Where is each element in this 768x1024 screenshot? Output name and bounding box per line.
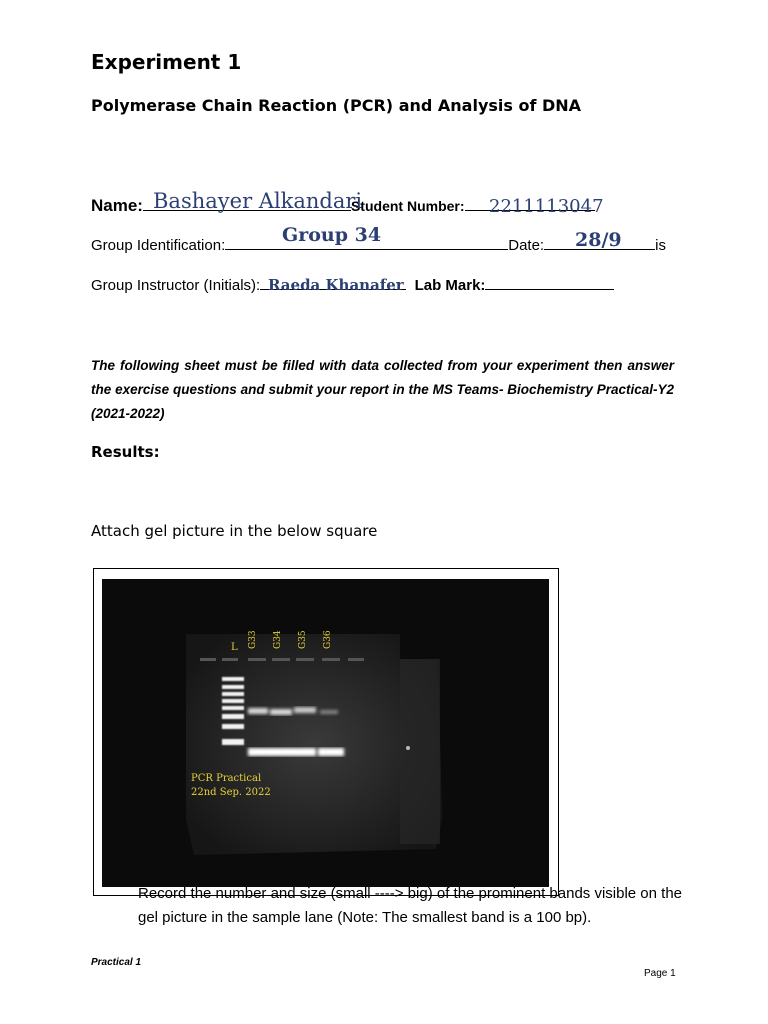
- lab-mark-label: Lab Mark:: [414, 277, 486, 294]
- gel-speck: [406, 746, 410, 750]
- experiment-subtitle: Polymerase Chain Reaction (PCR) and Analysis of DNA: [91, 96, 582, 115]
- group-id-label: Group Identification:: [91, 237, 226, 254]
- record-instruction: Record the number and size (small ----> big) of the prominent bands visible on the gel picture in the sample lane (Note: The smallest band is a 100 bp).: [138, 885, 683, 926]
- instructions-paragraph: The following sheet must be filled with data collected from your experiment then answer the exercise questions and submit your report in the MS Teams- Biochemistry Practical-Y2 (2021-2022): [91, 358, 674, 421]
- name-label: Name:: [91, 196, 143, 215]
- group-id-value: Group 34: [282, 224, 382, 246]
- gel-wells: [200, 658, 364, 661]
- name-value: Bashayer Alkandari: [153, 189, 363, 213]
- lower-bands: [248, 748, 344, 756]
- lane-label-ladder: L: [231, 642, 238, 653]
- experiment-title: Experiment 1: [91, 50, 242, 74]
- lab-mark-line[interactable]: [485, 288, 614, 290]
- lane-label-g34: G34: [273, 630, 283, 649]
- student-number-label: Student Number:: [350, 198, 465, 214]
- gel-caption-line2: 22nd Sep. 2022: [191, 787, 271, 798]
- instructor-value: Raeda Khanafer: [268, 276, 404, 294]
- group-id-line[interactable]: [225, 248, 508, 250]
- attach-instruction: Attach gel picture in the below square: [91, 522, 378, 540]
- lane-label-g35: G35: [298, 630, 308, 649]
- gel-picture-frame: [93, 568, 559, 896]
- lane-label-g36: G36: [323, 630, 333, 649]
- student-number-value: 2211113047: [489, 196, 604, 217]
- date-suffix: is: [655, 237, 666, 254]
- instructor-label: Group Instructor (Initials):: [91, 277, 261, 294]
- gel-image: [102, 579, 549, 887]
- gel-caption: [191, 772, 271, 800]
- gel-caption-line1: PCR Practical: [191, 773, 262, 784]
- footer-practical: Practical 1: [91, 957, 142, 968]
- date-label: Date:: [508, 237, 545, 254]
- results-heading: Results:: [91, 443, 160, 461]
- lane-label-g33: G33: [248, 630, 258, 649]
- date-value: 28/9: [575, 229, 622, 251]
- gel-illustration: [102, 579, 549, 887]
- footer-page-number: Page 1: [644, 968, 676, 979]
